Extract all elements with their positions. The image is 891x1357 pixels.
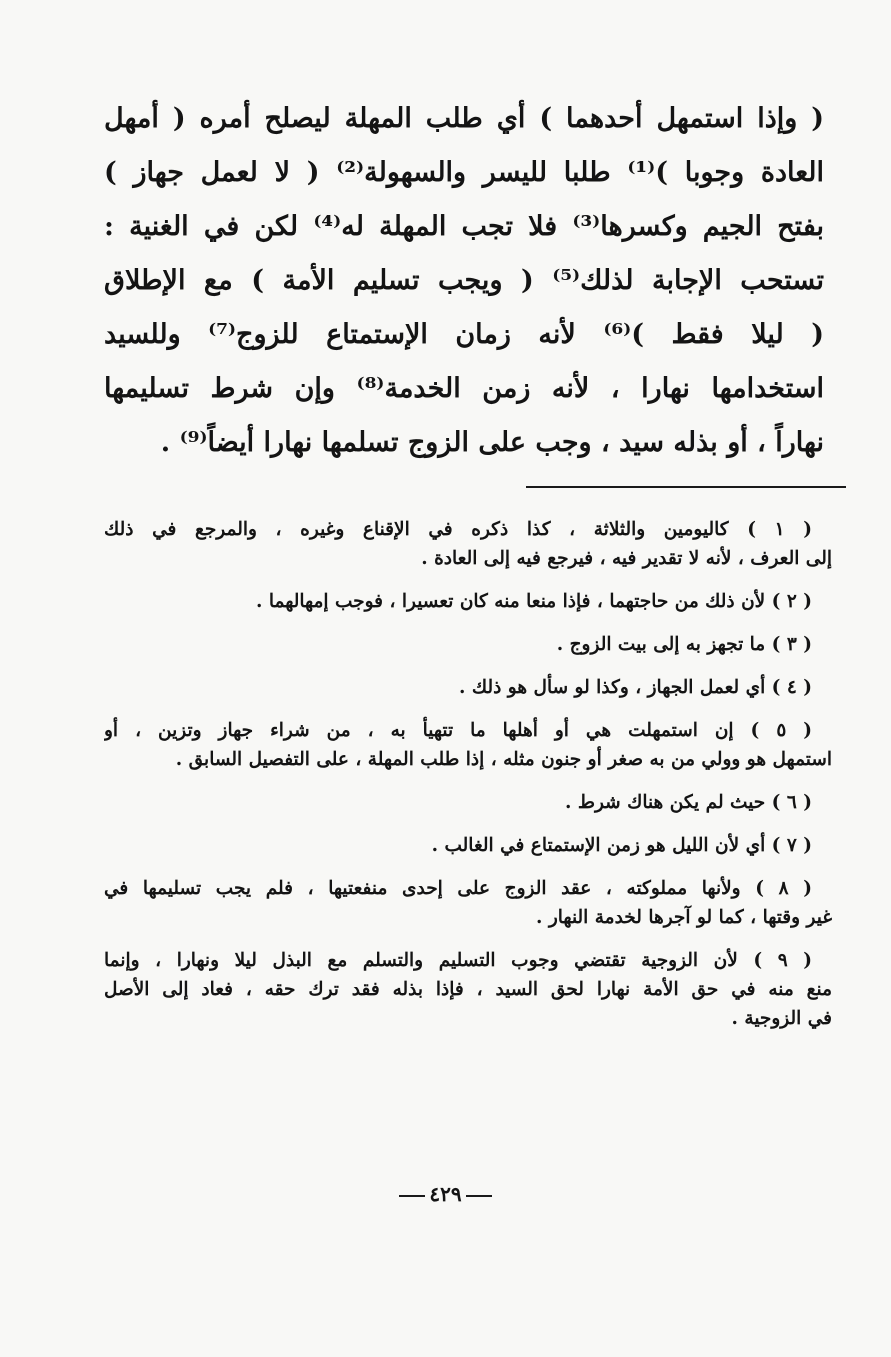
footnote [104,587,832,616]
footnote [104,788,832,817]
footnote-line: ( ٥ ) إن استمهلت هي أو أهلها ما تتهيأ به ، من شراء جهاز وتزين ، أو [104,720,812,741]
main-text-line: بفتح الجيم وكسرها⁽³⁾ فلا تجب المهلة له⁽⁴⁾ لكن في الغنية : [104,211,824,242]
main-text-line: ( ليلا فقط )⁽⁶⁾ لأنه زمان الإستمتاع للزوج⁽⁷⁾ وللسيد [104,319,824,350]
footnote [104,716,832,774]
footnote-line: منع منه في حق الأمة نهارا لحق السيد ، فإذا بذله فقد ترك حقه ، فعاد إلى الأصل [104,979,832,1000]
footnote [104,673,832,702]
footnote-line: ( ٩ ) لأن الزوجية تقتضي وجوب التسليم والتسلم مع البذل ليلا ونهارا ، وإنما [104,950,812,971]
footnote-line: ( ٦ ) حيث لم يكن هناك شرط . [564,792,812,813]
footnote-line: استمهل هو وولي من به صغر أو جنون مثله ، إذا طلب المهلة ، على التفصيل السابق . [175,749,832,770]
main-text-line: تستحب الإجابة لذلك⁽⁵⁾ ( ويجب تسليم الأمة ) مع الإطلاق [104,265,824,296]
footnote-line: غير وقتها ، كما لو آجرها لخدمة النهار . [535,907,832,928]
footnote [104,630,832,659]
footnote [104,831,832,860]
main-text-line: نهاراً ، أو بذله سيد ، وجب على الزوج تسلمها نهارا أيضاً⁽⁹⁾ . [160,427,824,458]
footnote-line: ( ٤ ) أي لعمل الجهاز ، وكذا لو سأل هو ذلك . [458,677,812,698]
footnote-line: ( ٧ ) أي لأن الليل هو زمن الإستمتاع في الغالب . [431,835,812,856]
main-text-line: استخدامها نهارا ، لأنه زمن الخدمة⁽⁸⁾ وإن شرط تسليمها [104,373,824,404]
footnote [104,515,832,573]
footnote-line: إلى العرف ، لأنه لا تقدير فيه ، فيرجع فيه إلى العادة . [421,548,832,569]
footnote-line: ( ٢ ) لأن ذلك من حاجتهما ، فإذا منعا منه كان تعسيرا ، فوجب إمهالهما . [255,591,812,612]
main-text-line: العادة وجوبا )⁽¹⁾ طلبا لليسر والسهولة⁽²⁾ ( لا لعمل جهاز ) [104,157,824,188]
page-number-dash [466,1195,492,1197]
footnote-line: ( ٣ ) ما تجهز به إلى بيت الزوج . [556,634,812,655]
page-number-text: ٤٢٩ [429,1182,462,1206]
footnote-line: في الزوجية . [731,1008,832,1029]
footnote-divider [526,486,846,488]
page-number-dash [399,1195,425,1197]
footnote [104,946,832,1033]
footnote-line: ( ١ ) كاليومين والثلاثة ، كذا ذكره في الإقناع وغيره ، والمرجع في ذلك [104,519,812,540]
main-text-line: ( وإذا استمهل أحدهما ) أي طلب المهلة ليصلح أمره ( أمهل [104,103,824,134]
main-text-block [104,92,824,470]
footnotes-block [104,515,832,1047]
page-number [0,1182,891,1206]
footnote [104,874,832,932]
footnote-line: ( ٨ ) ولأنها مملوكته ، عقد الزوج على إحدى منفعتيها ، فلم يجب تسليمها في [104,878,812,899]
